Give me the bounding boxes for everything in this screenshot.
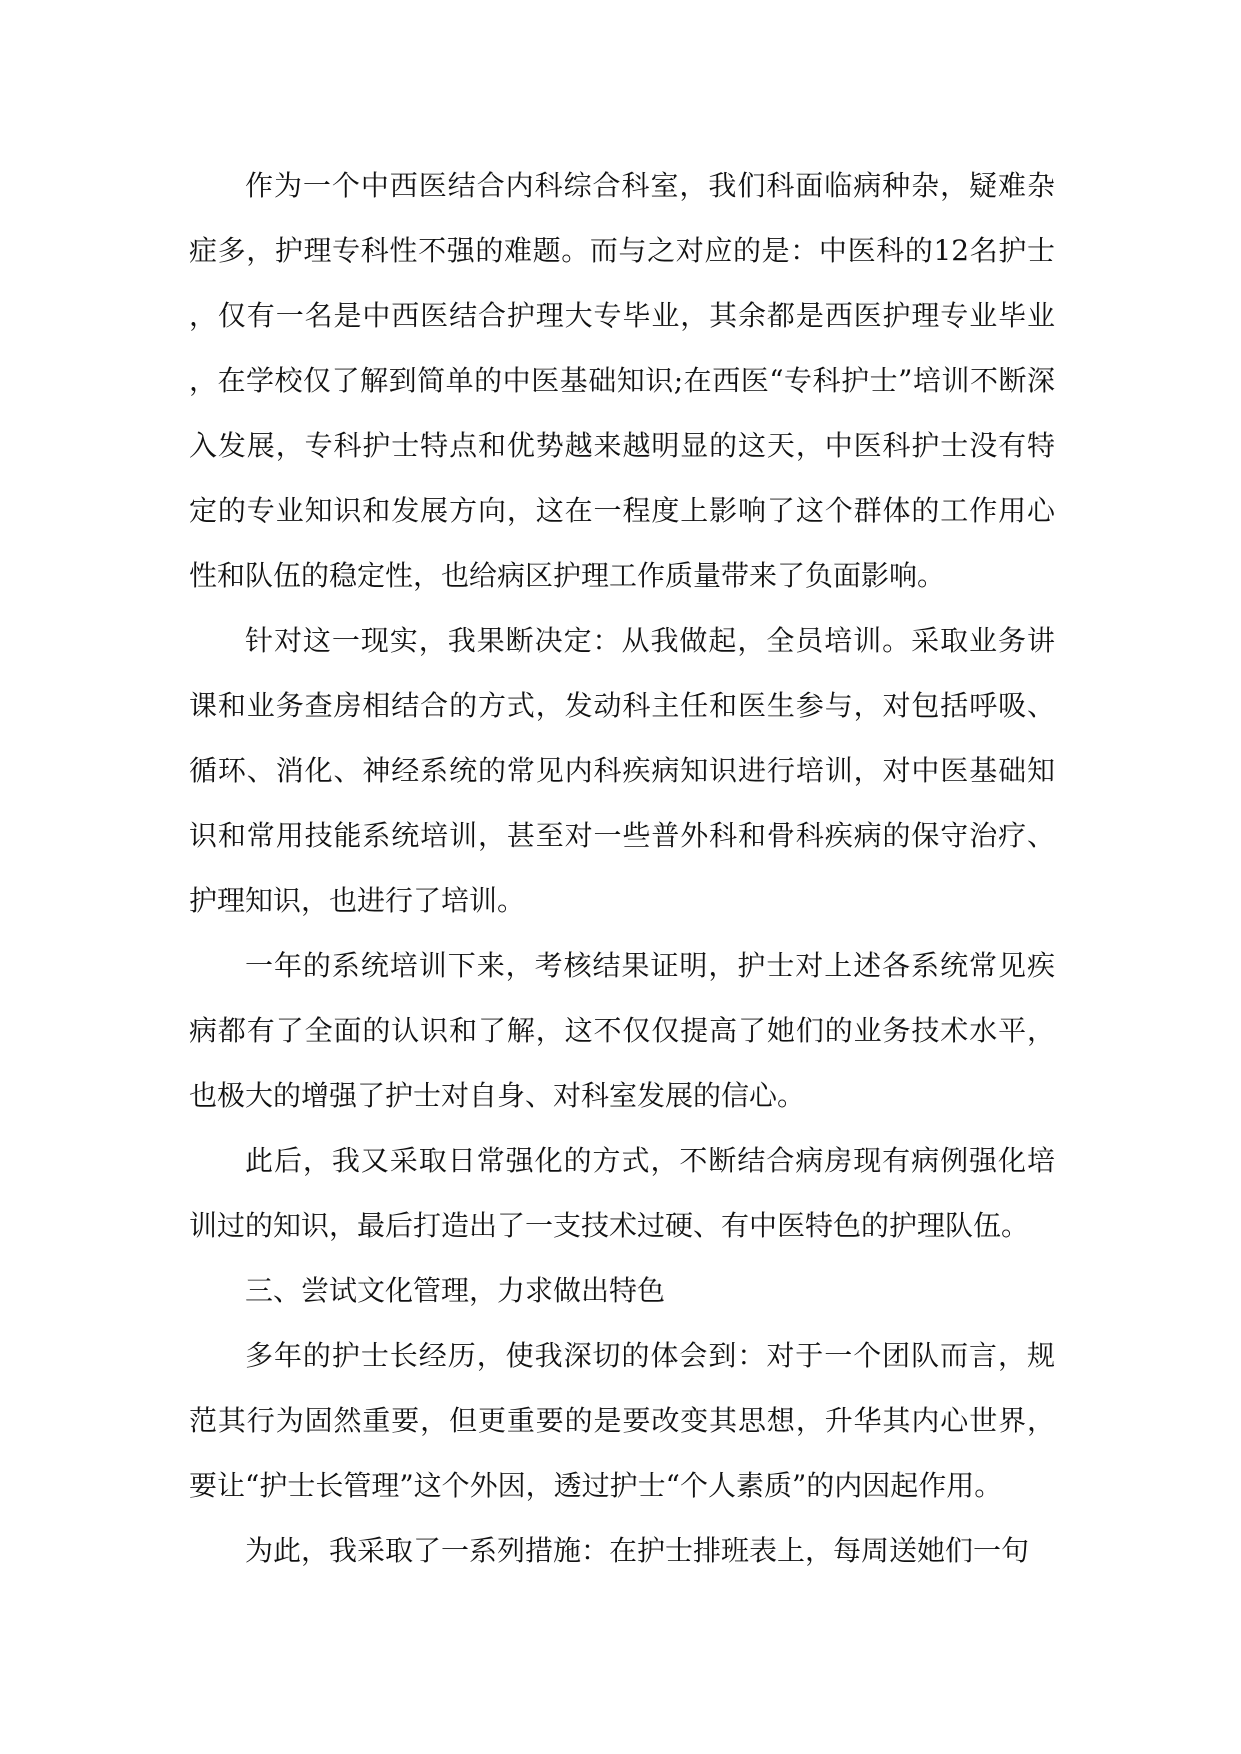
paragraph-daily-reinforcement: 此后，我又采取日常强化的方式，不断结合病房现有病例强化培训过的知识，最后打造出了一支技术过硬、有中医特色的护理队伍。 [189,1144,1055,1242]
paragraph-head-nurse-experience: 多年的护士长经历，使我深切的体会到：对于一个团队而言，规范其行为固然重要，但更重要的是要改变其思想，升华其内心世界，要让“护士长管理”这个外因，透过护士“个人素质”的内因起作用。 [189,1339,1055,1502]
paragraph-measures: 为此，我采取了一系列措施：在护士排班表上，每周送她们一句 [245,1534,1030,1567]
paragraph-integrated-department: 作为一个中西医结合内科综合科室，我们科面临病种杂，疑难杂症多，护理专科性不强的难题。而与之对应的是：中医科的12名护士，仅有一名是中西医结合护理大专毕业，其余都是西医护理专业毕业，在学校仅了解到简单的中医基础知识;在西医“专科护士”培训不断深入发展，专科护士特点和优势越来越明显的这天，中医科护士没有特定的专业知识和发展方向，这在一程度上影响了这个群体的工作用心性和队伍的稳定性，也给病区护理工作质量带来了负面影响。 [189,169,1055,592]
section-heading-culture-management: 三、尝试文化管理，力求做出特色 [245,1274,666,1307]
paragraph-training-decision: 针对这一现实，我果断决定：从我做起，全员培训。采取业务讲课和业务查房相结合的方式，发动科主任和医生参与，对包括呼吸、循环、消化、神经系统的常见内科疾病知识进行培训，对中医基础知识和常用技能系统培训，甚至对一些普外科和骨科疾病的保守治疗、护理知识，也进行了培训。 [189,624,1055,917]
document-page [189,153,1055,1583]
paragraph-training-results: 一年的系统培训下来，考核结果证明，护士对上述各系统常见疾病都有了全面的认识和了解，这不仅仅提高了她们的业务技术水平，也极大的增强了护士对自身、对科室发展的信心。 [189,949,1055,1112]
